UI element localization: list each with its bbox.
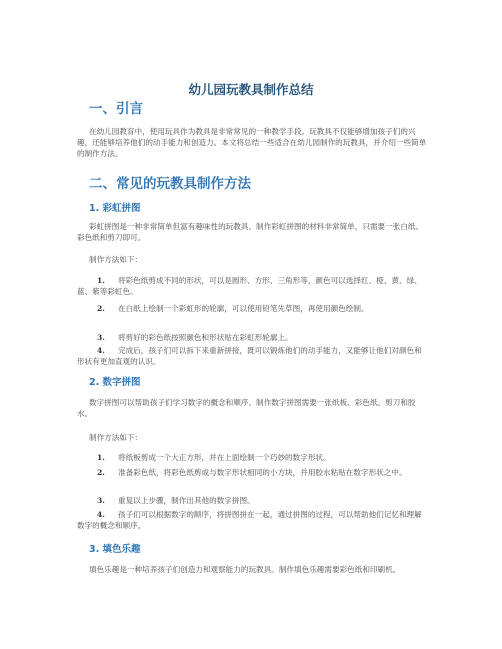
step-number: 3. xyxy=(97,496,105,505)
number-method-label: 制作方法如下： xyxy=(89,433,143,442)
step-number: 4. xyxy=(97,346,105,355)
number-step xyxy=(77,509,429,531)
coloring-intro: 填色乐趣是一种培养孩子们创造力和观察能力的玩教具。制作填色乐趣需要彩色纸和印刷机。 xyxy=(89,565,401,574)
document-title: 幼儿园玩教具制作总结 xyxy=(188,82,314,97)
rainbow-step xyxy=(77,303,429,314)
rainbow-step xyxy=(77,275,429,297)
rainbow-intro: 彩虹拼图是一种非常简单但富有趣味性的玩教具。制作彩虹拼图的材料非常简单，只需要一张白纸、彩色纸和剪刀即可。 xyxy=(77,222,424,243)
step-text: 孩子们可以根据数字的顺序，将拼图拼在一起，通过拼图的过程，可以帮助他们记忆和理解数字的概念和顺序。 xyxy=(77,510,422,531)
intro-paragraph: 在幼儿园教育中，使用玩具作为教具是非常常见的一种教学手段。玩教具不仅能够增加孩子们的兴趣，还能够培养他们的动手能力和创造力。本文将总结一些适合在幼儿园制作的玩教具，并介绍一些简单的制作方法。 xyxy=(77,127,427,159)
subheading-number-puzzle: 2. 数字拼图 xyxy=(89,377,141,388)
step-text: 将纸板剪成一个大正方形，并在上面绘制一个巧妙的数字形状。 xyxy=(118,453,331,462)
rainbow-method-label: 制作方法如下： xyxy=(89,255,143,264)
step-number: 1. xyxy=(97,453,105,462)
step-number: 3. xyxy=(97,333,105,342)
step-number: 4. xyxy=(97,510,105,519)
step-text: 将彩色纸剪成不同的形状，可以是圆形、方形、三角形等，颜色可以选择红、橙、黄、绿、蓝、紫等彩虹色。 xyxy=(77,276,422,297)
step-number: 2. xyxy=(97,468,105,477)
number-step xyxy=(77,467,429,478)
section-heading-methods: 二、常见的玩教具制作方法 xyxy=(89,176,251,192)
number-intro: 数字拼图可以帮助孩子们学习数字的概念和顺序。制作数字拼图需要一张纸板、彩色纸、剪刀和胶水。 xyxy=(77,398,416,419)
step-text: 将剪好的彩色纸按照颜色和形状贴在彩虹形轮廓上。 xyxy=(118,333,293,342)
step-number: 2. xyxy=(97,304,105,313)
rainbow-step xyxy=(77,332,429,343)
subheading-rainbow-puzzle: 1. 彩虹拼图 xyxy=(89,203,141,214)
section-heading-intro: 一、引言 xyxy=(89,101,143,117)
step-number: 1. xyxy=(97,276,105,285)
subheading-coloring-fun: 3. 填色乐趣 xyxy=(89,544,141,555)
step-text: 重复以上步骤，制作出其他的数字拼图。 xyxy=(118,496,255,505)
number-step xyxy=(77,452,429,463)
number-step xyxy=(77,495,429,506)
step-text: 在白纸上绘制一个彩虹形的轮廓，可以使用铅笔先草图，再使用颜色绘制。 xyxy=(118,304,369,313)
step-text: 完成后，孩子们可以拆下来重新拼接，既可以锻炼他们的动手能力，又能够让他们对颜色和形状有更加直观的认识。 xyxy=(77,346,422,367)
rainbow-step xyxy=(77,345,429,367)
step-text: 准备彩色纸，将彩色纸剪成与数字形状相同的小方块，并用胶水粘贴在数字形状之中。 xyxy=(118,468,407,477)
